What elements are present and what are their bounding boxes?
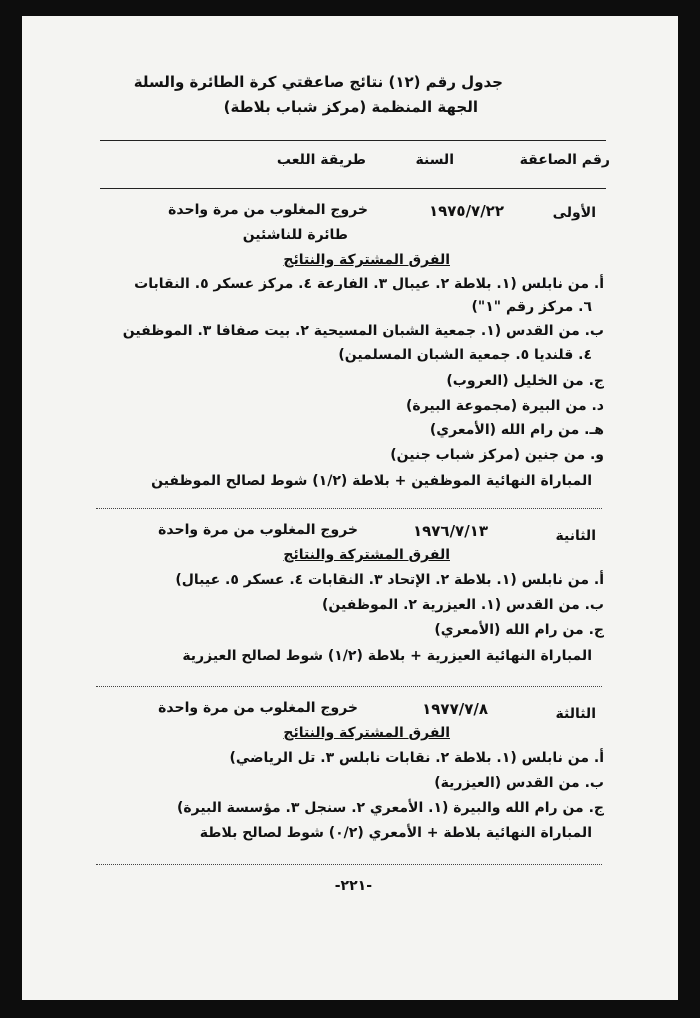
round-2-line-a: أ. من نابلس (١. بلاطة ٢. الإتحاد ٣. النقابات ٤. عسكر ٥. عيبال) <box>175 572 604 588</box>
round-1-line-a: أ. من نابلس (١. بلاطة ٢. عيبال ٣. الفارعة ٤. مركز عسكر ٥. النقابات <box>134 276 604 292</box>
page-number: -٢٢١- <box>334 878 372 894</box>
round-1-line-d: د. من البيرة (مجموعة البيرة) <box>406 398 604 414</box>
header-year: السنة <box>415 152 454 168</box>
round-2-name: الثانية <box>555 528 596 544</box>
round-2-line-c: ج. من رام الله (الأمعري) <box>434 622 604 638</box>
round-2-method: خروج المغلوب من مرة واحدة <box>158 522 358 538</box>
round-2-final: المباراة النهائية العيزرية + بلاطة (١/٢) شوط لصالح العيزرية <box>182 648 592 664</box>
round-2-date: ١٩٧٦/٧/١٣ <box>412 522 488 540</box>
round-3-line-a: أ. من نابلس (١. بلاطة ٢. نقابات نابلس ٣. تل الرياضي) <box>229 750 604 766</box>
document-page <box>22 16 678 1000</box>
round-3-separator <box>96 864 602 865</box>
round-3-line-c: ج. من رام الله والبيرة (١. الأمعري ٢. سنجل ٣. مؤسسة البيرة) <box>176 800 604 816</box>
round-3-final: المباراة النهائية بلاطة + الأمعري (٠/٢) شوط لصالح بلاطة <box>199 825 592 841</box>
round-1-date: ١٩٧٥/٧/٢٢ <box>428 202 504 220</box>
header-top-rule <box>100 140 606 141</box>
round-3-name: الثالثة <box>555 706 596 722</box>
round-1-section-title: الفرق المشتركة والنتائج <box>283 252 450 268</box>
header-bottom-rule <box>100 188 606 189</box>
round-3-section-title: الفرق المشتركة والنتائج <box>283 725 450 741</box>
round-2-line-b: ب. من القدس (١. العيزرية ٢. الموظفين) <box>322 597 604 613</box>
round-3-date: ١٩٧٧/٧/٨ <box>422 700 488 718</box>
round-1-name: الأولى <box>552 205 596 221</box>
round-1-method-note: طائرة للناشئين <box>242 227 348 243</box>
table-subtitle: الجهة المنظمة (مركز شباب بلاطة) <box>223 98 478 116</box>
round-1-method: خروج المغلوب من مرة واحدة <box>168 202 368 218</box>
round-1-line-e: هـ. من رام الله (الأمعري) <box>429 422 604 438</box>
header-round-number: رقم الصاعقة <box>519 152 610 168</box>
round-1-line-f: و. من جنين (مركز شباب جنين) <box>390 447 604 463</box>
round-3-method: خروج المغلوب من مرة واحدة <box>158 700 358 716</box>
header-play-method: طريقة اللعب <box>276 152 366 168</box>
round-2-separator <box>96 686 602 687</box>
round-1-separator <box>96 508 602 509</box>
round-1-line-c: ج. من الخليل (العروب) <box>446 373 604 389</box>
round-1-line-a-cont: ٦. مركز رقم "١") <box>471 299 592 315</box>
round-1-line-b-cont: ٤. قلنديا ٥. جمعية الشبان المسلمين) <box>338 347 592 363</box>
table-title: جدول رقم (١٢) نتائج صاعقتي كرة الطائرة والسلة <box>133 73 503 91</box>
round-3-line-b: ب. من القدس (العيزرية) <box>434 775 604 791</box>
round-1-line-b: ب. من القدس (١. جمعية الشبان المسيحية ٢. بيت صفافا ٣. الموظفين <box>122 323 604 339</box>
round-2-section-title: الفرق المشتركة والنتائج <box>283 547 450 563</box>
round-1-final: المباراة النهائية الموظفين + بلاطة (١/٢) شوط لصالح الموظفين <box>151 473 592 489</box>
